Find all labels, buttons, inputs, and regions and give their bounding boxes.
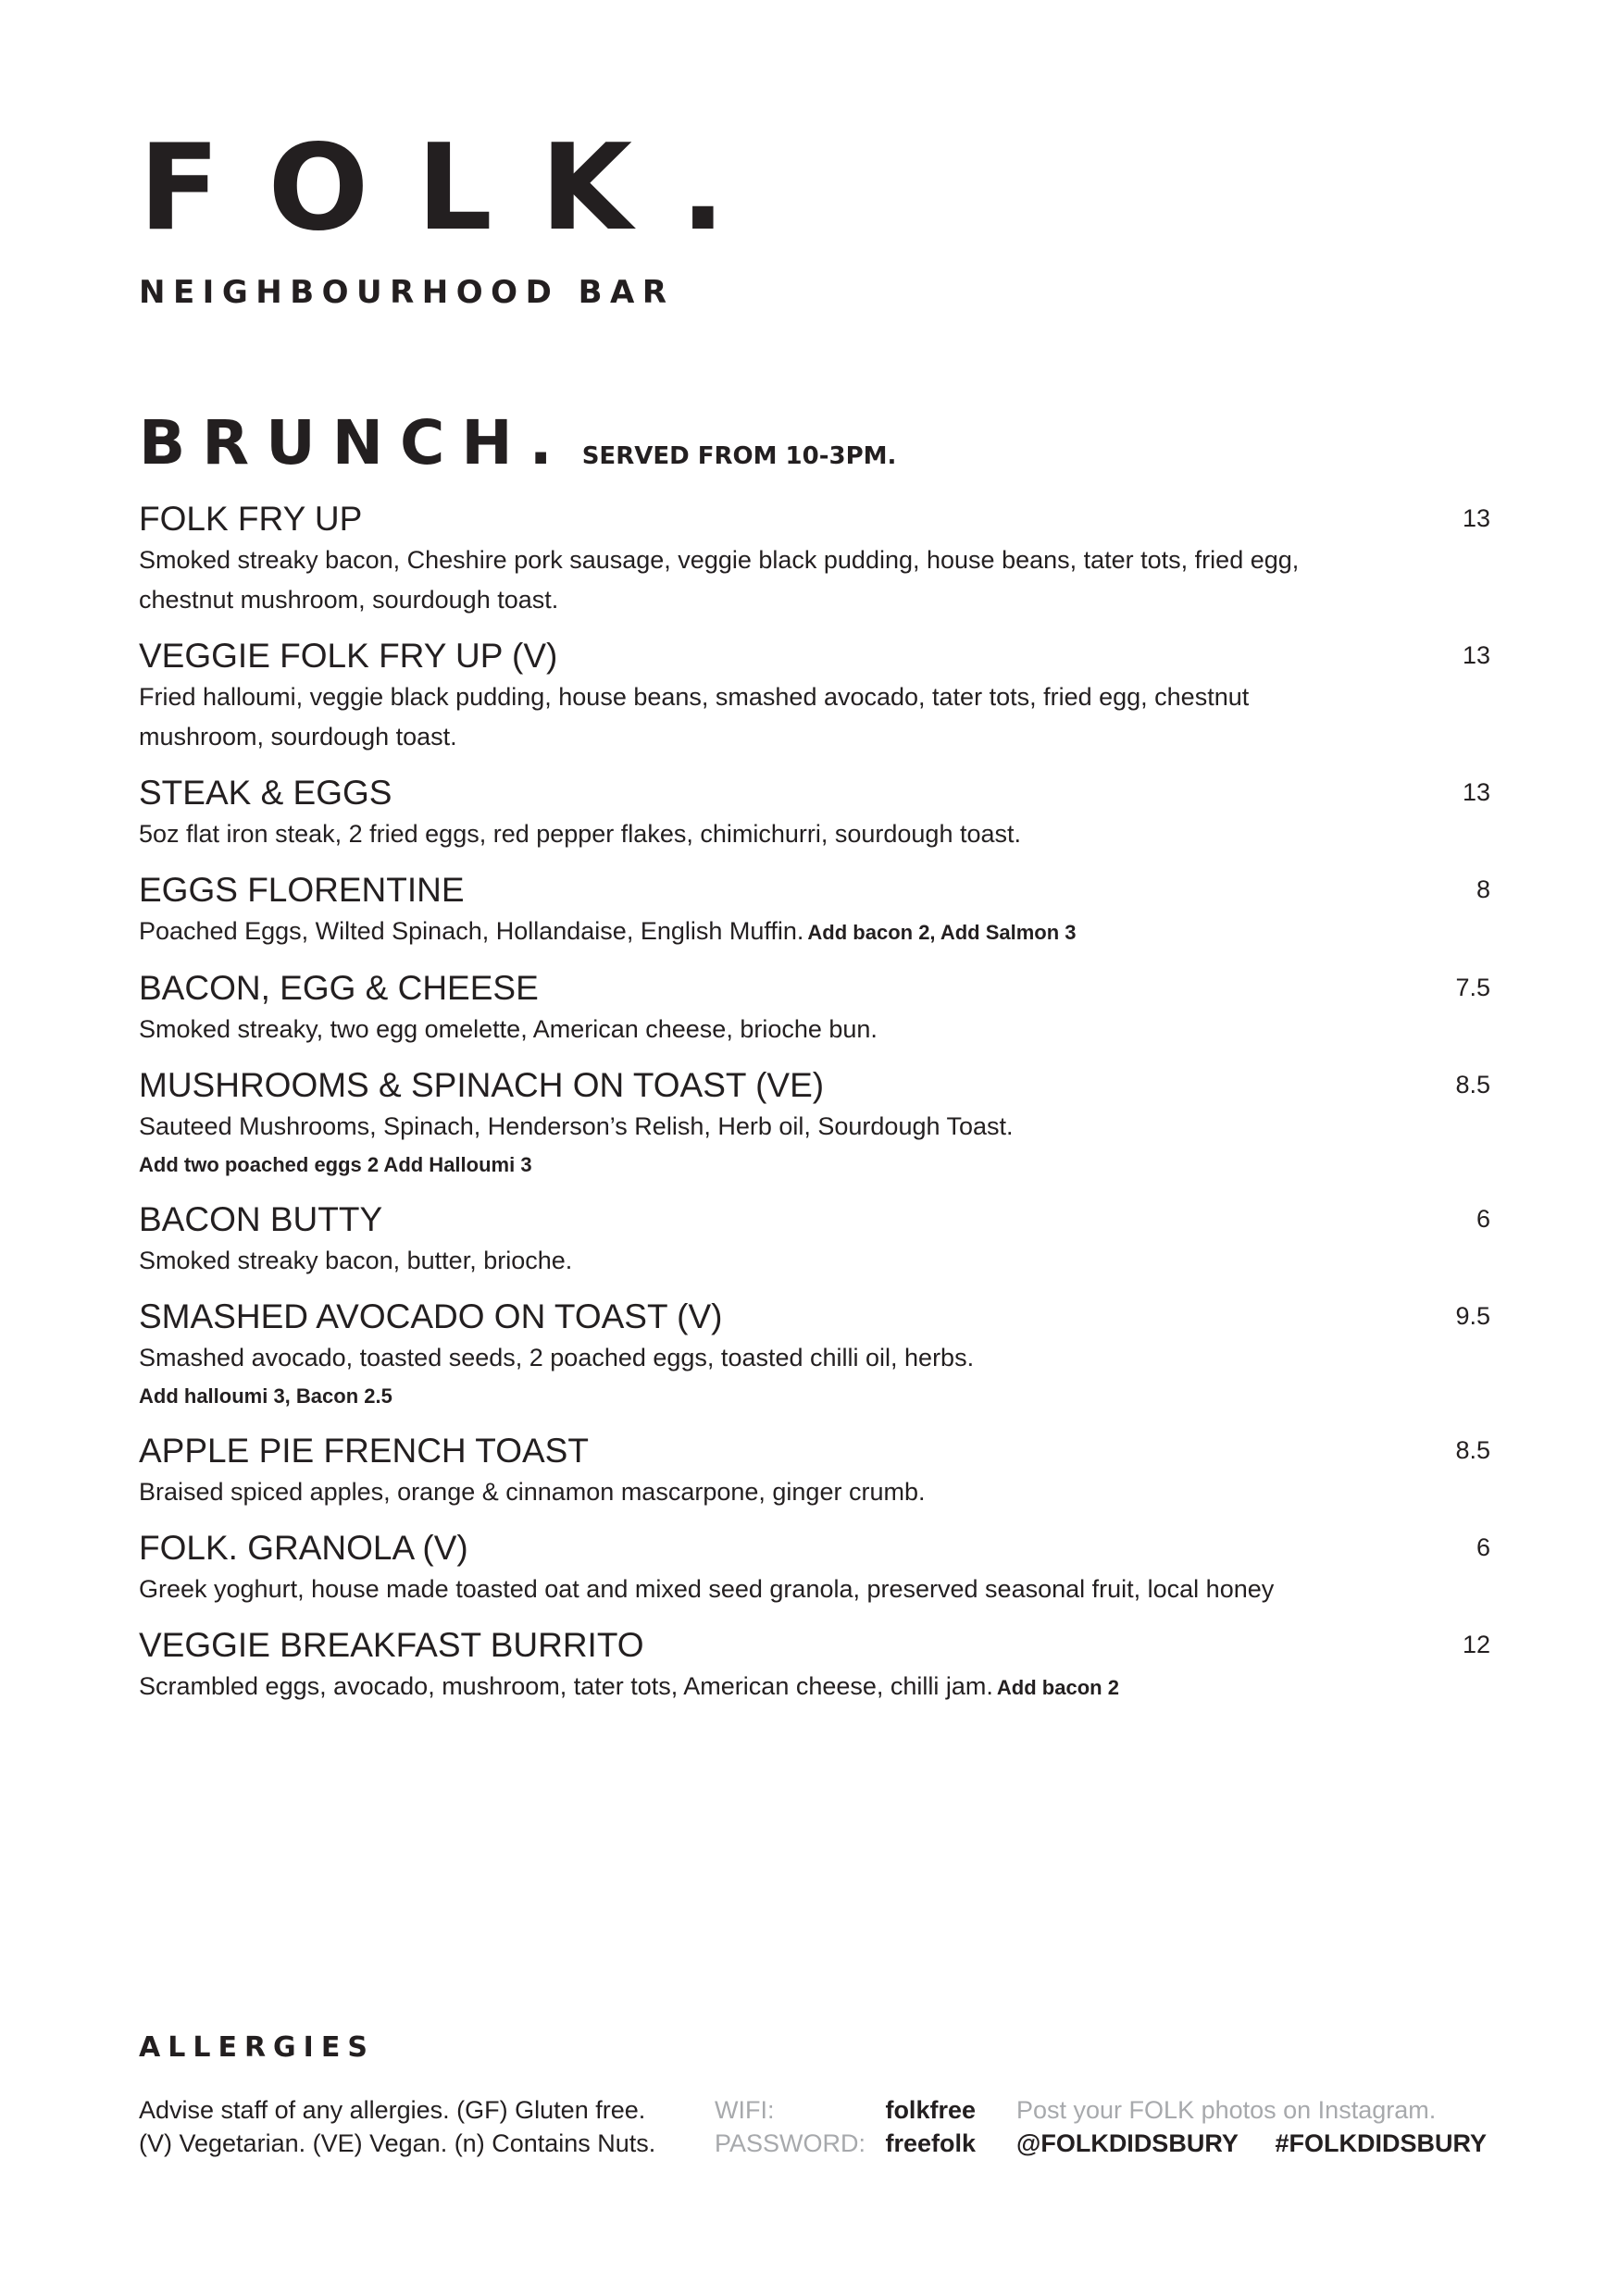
menu-item-description-text: Greek yoghurt, house made toasted oat and mixed seed granola, preserved seasonal fruit, local honey — [139, 1575, 1275, 1603]
menu-item-price: 8 — [1476, 875, 1490, 903]
menu-item-description — [139, 1241, 1305, 1281]
instagram-prompt: Post your FOLK photos on Instagram. — [1016, 2096, 1437, 2124]
menu-item — [139, 1198, 1490, 1281]
section-note: SERVED FROM 10-3PM. — [581, 442, 897, 470]
menu-item-description — [139, 1338, 1305, 1378]
menu-item-price: 9.5 — [1455, 1302, 1490, 1330]
menu-item-price: 13 — [1462, 778, 1490, 806]
menu-item-description-text: 5oz flat iron steak, 2 fried eggs, red pepper flakes, chimichurri, sourdough toast. — [139, 820, 1022, 848]
menu-item-name: FOLK FRY UP — [139, 500, 363, 538]
menu-item-description — [139, 1107, 1305, 1147]
menu-item-name: SMASHED AVOCADO ON TOAST (V) — [139, 1297, 723, 1335]
menu-item-description-text: Scrambled eggs, avocado, mushroom, tater tots, American cheese, chilli jam. — [139, 1672, 993, 1700]
menu-item — [139, 498, 1490, 620]
brand-subtitle: NEIGHBOURHOOD BAR — [139, 274, 675, 311]
menu-item-price: 8.5 — [1455, 1436, 1490, 1464]
wifi-network-value: folkfree — [885, 2096, 976, 2124]
menu-item-name: BACON, EGG & CHEESE — [139, 969, 539, 1007]
menu-item — [139, 1064, 1490, 1184]
menu-item-description-text: Smoked streaky, two egg omelette, American cheese, brioche bun. — [139, 1015, 878, 1043]
menu-item-description — [139, 1570, 1305, 1609]
menu-item-addon: Add two poached eggs 2 Add Halloumi 3 — [139, 1153, 532, 1176]
menu-item-description — [139, 1667, 1305, 1707]
social-tags-row — [1016, 2127, 1487, 2160]
menu-list — [139, 498, 1490, 1722]
menu-item-description-text: Smoked streaky bacon, butter, brioche. — [139, 1247, 573, 1274]
menu-item-description — [139, 814, 1305, 854]
menu-item-name: BACON BUTTY — [139, 1200, 383, 1238]
wifi-password-row — [715, 2127, 976, 2160]
menu-item-description — [139, 540, 1305, 620]
menu-item — [139, 869, 1490, 952]
menu-item — [139, 1430, 1490, 1512]
menu-item-addon: Add bacon 2 — [996, 1676, 1119, 1699]
menu-item-name: EGGS FLORENTINE — [139, 871, 465, 909]
menu-item-price: 7.5 — [1455, 974, 1490, 1001]
menu-item-description-text: Smashed avocado, toasted seeds, 2 poached eggs, toasted chilli oil, herbs. — [139, 1344, 975, 1371]
menu-item-price: 13 — [1462, 504, 1490, 532]
wifi-password-value: freefolk — [885, 2129, 976, 2157]
menu-item-description — [139, 912, 1305, 952]
menu-item-addon: Add halloumi 3, Bacon 2.5 — [139, 1384, 392, 1408]
menu-item-name: VEGGIE BREAKFAST BURRITO — [139, 1626, 644, 1664]
allergies-info — [139, 2093, 694, 2160]
menu-item-price: 8.5 — [1455, 1071, 1490, 1098]
menu-item-addon: Add bacon 2, Add Salmon 3 — [807, 921, 1077, 944]
menu-item-description-text: Poached Eggs, Wilted Spinach, Hollandaise, English Muffin. — [139, 917, 804, 945]
menu-item-description-text: Braised spiced apples, orange & cinnamon mascarpone, ginger crumb. — [139, 1478, 926, 1506]
section-header — [139, 407, 896, 478]
wifi-network-label: WIFI: — [715, 2096, 775, 2124]
menu-item-description — [139, 677, 1305, 757]
brand-logo — [139, 119, 774, 311]
menu-item — [139, 967, 1490, 1049]
wifi-info — [715, 2093, 976, 2160]
menu-item-name: FOLK. GRANOLA (V) — [139, 1529, 468, 1567]
menu-item — [139, 1527, 1490, 1609]
menu-item-description — [139, 1472, 1305, 1512]
menu-item-price: 6 — [1476, 1205, 1490, 1233]
menu-item-price: 12 — [1462, 1631, 1490, 1658]
instagram-hashtag: #FOLKDIDSBURY — [1275, 2129, 1487, 2157]
menu-item-description-text: Fried halloumi, veggie black pudding, house beans, smashed avocado, tater tots, fried egg, chestnut mushroom, sourdough toast. — [139, 683, 1250, 751]
menu-item — [139, 772, 1490, 854]
wifi-network-row — [715, 2093, 976, 2127]
social-info — [1016, 2093, 1487, 2160]
menu-item — [139, 1624, 1490, 1707]
menu-item-price: 6 — [1476, 1533, 1490, 1561]
allergies-title: ALLERGIES — [139, 2031, 375, 2064]
wifi-password-label: PASSWORD: — [715, 2129, 866, 2157]
instagram-handle: @FOLKDIDSBURY — [1016, 2129, 1239, 2157]
menu-item-description — [139, 1010, 1305, 1049]
menu-item-name: APPLE PIE FRENCH TOAST — [139, 1432, 589, 1470]
menu-item-name: MUSHROOMS & SPINACH ON TOAST (VE) — [139, 1066, 825, 1104]
menu-item — [139, 1296, 1490, 1415]
menu-item-name: STEAK & EGGS — [139, 774, 392, 812]
menu-item — [139, 635, 1490, 757]
menu-item-name: VEGGIE FOLK FRY UP (V) — [139, 637, 558, 675]
section-title: BRUNCH. — [139, 407, 569, 478]
menu-item-description-text: Sauteed Mushrooms, Spinach, Henderson’s Relish, Herb oil, Sourdough Toast. — [139, 1112, 1014, 1140]
allergies-line: (V) Vegetarian. (VE) Vegan. (n) Contains Nuts. — [139, 2129, 656, 2157]
allergies-line: Advise staff of any allergies. (GF) Gluten free. — [139, 2096, 646, 2124]
menu-item-description-text: Smoked streaky bacon, Cheshire pork sausage, veggie black pudding, house beans, tater tots, fried egg, chestnut mushroom, sourdough toast. — [139, 546, 1300, 614]
menu-item-price: 13 — [1462, 641, 1490, 669]
brand-name: FOLK. — [139, 119, 774, 257]
